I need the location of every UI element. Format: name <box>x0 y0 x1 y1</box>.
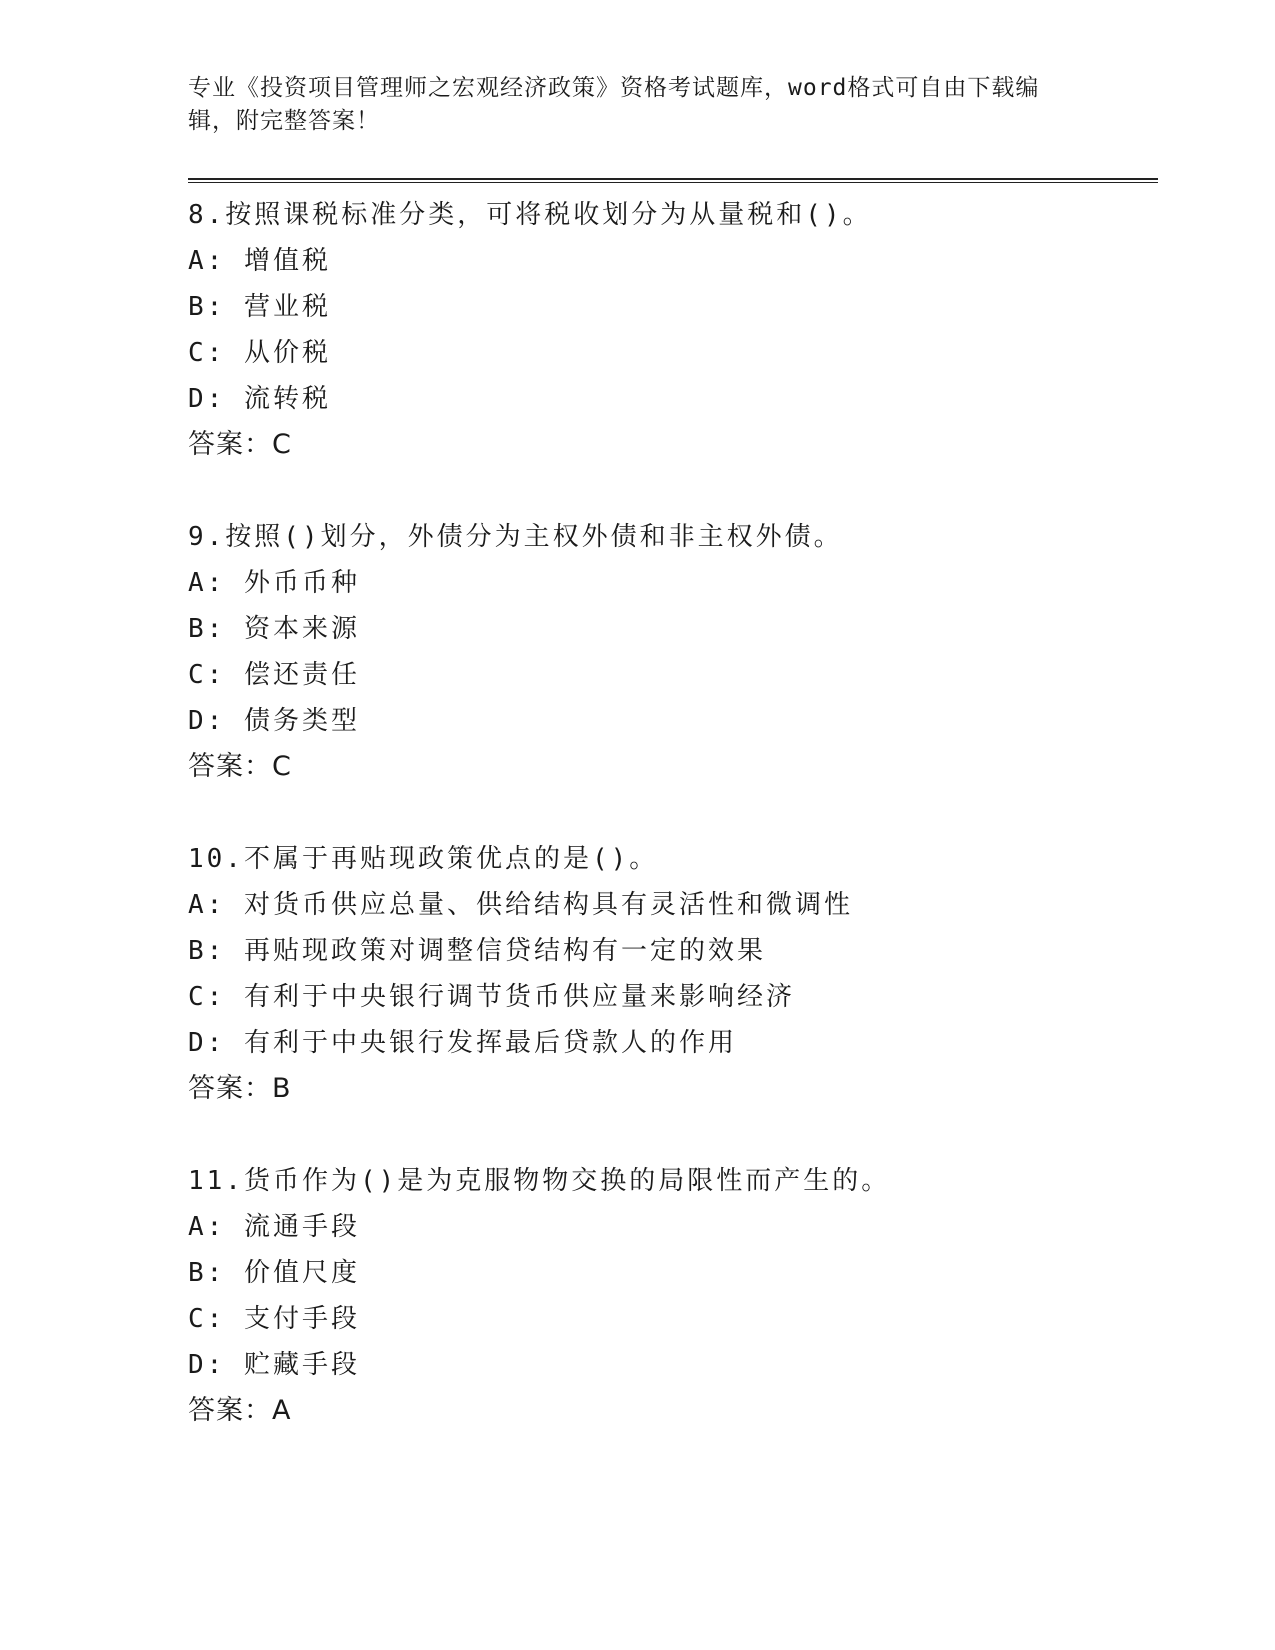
question-list <box>188 192 1158 1480</box>
option-a: A: 对货币供应总量、供给结构具有灵活性和微调性 <box>188 890 853 920</box>
option-d: D: 贮藏手段 <box>188 1350 360 1380</box>
option-b: B: 营业税 <box>188 292 331 322</box>
answer-label: 答案：C <box>188 429 292 460</box>
header-line-2: 辑，附完整答案！ <box>188 108 380 134</box>
question-8 <box>188 192 1158 468</box>
question-10 <box>188 836 1158 1112</box>
option-a: A: 增值税 <box>188 246 331 276</box>
option-c: C: 从价税 <box>188 338 331 368</box>
option-a: A: 流通手段 <box>188 1212 360 1242</box>
answer-label: 答案：A <box>188 1395 292 1426</box>
option-a: A: 外币币种 <box>188 568 360 598</box>
option-d: D: 流转税 <box>188 384 331 414</box>
question-11 <box>188 1158 1158 1434</box>
header-divider <box>188 178 1158 183</box>
question-9 <box>188 514 1158 790</box>
option-c: C: 偿还责任 <box>188 660 360 690</box>
answer-label: 答案：B <box>188 1073 292 1104</box>
question-stem: 8.按照课税标准分类，可将税收划分为从量税和()。 <box>188 200 872 230</box>
option-c: C: 有利于中央银行调节货币供应量来影响经济 <box>188 982 795 1012</box>
question-stem: 11.货币作为()是为克服物物交换的局限性而产生的。 <box>188 1166 891 1196</box>
document-header <box>188 72 1088 138</box>
question-stem: 10.不属于再贴现政策优点的是()。 <box>188 844 659 874</box>
answer-label: 答案：C <box>188 751 292 782</box>
header-line-1: 专业《投资项目管理师之宏观经济政策》资格考试题库，word格式可自由下载编 <box>188 75 1040 101</box>
option-b: B: 资本来源 <box>188 614 360 644</box>
option-b: B: 再贴现政策对调整信贷结构有一定的效果 <box>188 936 766 966</box>
option-d: D: 债务类型 <box>188 706 360 736</box>
option-d: D: 有利于中央银行发挥最后贷款人的作用 <box>188 1028 737 1058</box>
option-c: C: 支付手段 <box>188 1304 360 1334</box>
question-stem: 9.按照()划分，外债分为主权外债和非主权外债。 <box>188 522 843 552</box>
option-b: B: 价值尺度 <box>188 1258 360 1288</box>
